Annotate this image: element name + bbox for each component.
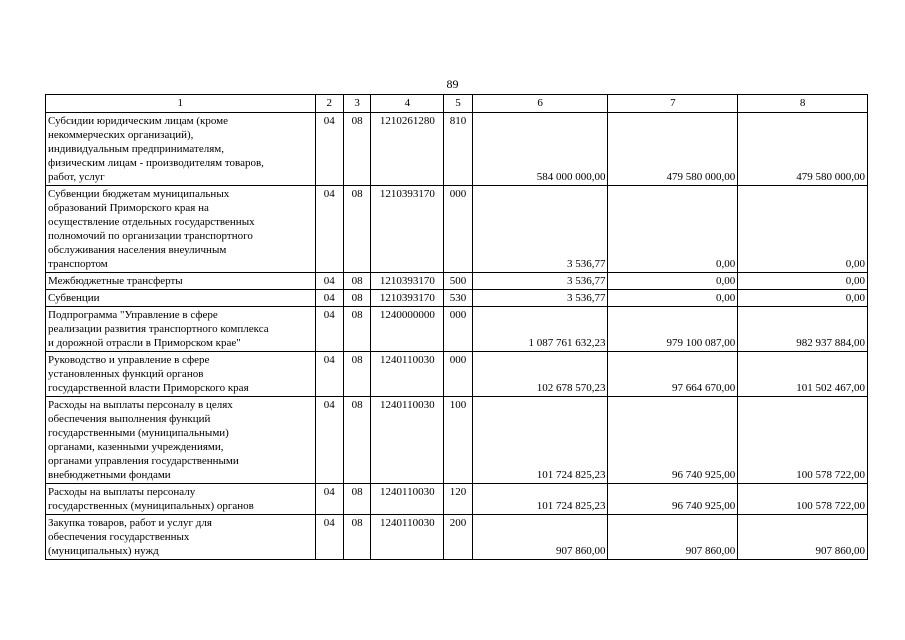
subsection-code: 08: [343, 290, 370, 307]
column-header: 4: [371, 95, 444, 113]
amount-col7: 0,00: [608, 186, 738, 273]
amount-col7: 0,00: [608, 290, 738, 307]
item-name: Субсидии юридическим лицам (кроме некоммерческих организаций), индивидуальным предпринимателям, физическим лицам - производителям товаров, работ, услуг: [46, 113, 316, 186]
amount-col7: 96 740 925,00: [608, 484, 738, 515]
amount-col8: 907 860,00: [738, 515, 868, 560]
amount-col6: 584 000 000,00: [472, 113, 608, 186]
subsection-code: 08: [343, 307, 370, 352]
item-name: Расходы на выплаты персоналу в целях обеспечения выполнения функций государственными (муниципальными) органами, казенными учреждениями, органами управления государственными внебюджетными фондами: [46, 397, 316, 484]
subsection-code: 08: [343, 186, 370, 273]
item-name: Закупка товаров, работ и услуг для обеспечения государственных (муниципальных) нужд: [46, 515, 316, 560]
target-article-code: 1210261280: [371, 113, 444, 186]
table-header-row: [46, 95, 868, 113]
section-code: 04: [315, 186, 343, 273]
target-article-code: 1210393170: [371, 290, 444, 307]
amount-col6: 102 678 570,23: [472, 352, 608, 397]
column-header: 6: [472, 95, 608, 113]
amount-col8: 100 578 722,00: [738, 484, 868, 515]
amount-col8: 100 578 722,00: [738, 397, 868, 484]
amount-col7: 96 740 925,00: [608, 397, 738, 484]
item-name: Субвенции бюджетам муниципальных образований Приморского края на осуществление отдельных государственных полномочий по организации транспортного обслуживания населения внеуличным транспортом: [46, 186, 316, 273]
expense-type-code: 000: [444, 186, 472, 273]
amount-col8: 0,00: [738, 273, 868, 290]
target-article-code: 1240110030: [371, 397, 444, 484]
section-code: 04: [315, 397, 343, 484]
amount-col6: 907 860,00: [472, 515, 608, 560]
amount-col7: 479 580 000,00: [608, 113, 738, 186]
column-header: 3: [343, 95, 370, 113]
section-code: 04: [315, 352, 343, 397]
table-row: [46, 352, 868, 397]
expense-type-code: 000: [444, 352, 472, 397]
amount-col7: 0,00: [608, 273, 738, 290]
item-name: Руководство и управление в сфере установленных функций органов государственной власти Приморского края: [46, 352, 316, 397]
table-row: [46, 273, 868, 290]
amount-col8: 479 580 000,00: [738, 113, 868, 186]
table-row: [46, 113, 868, 186]
section-code: 04: [315, 113, 343, 186]
amount-col8: 0,00: [738, 186, 868, 273]
expense-type-code: 810: [444, 113, 472, 186]
subsection-code: 08: [343, 515, 370, 560]
item-name: Расходы на выплаты персоналу государственных (муниципальных) органов: [46, 484, 316, 515]
expense-type-code: 200: [444, 515, 472, 560]
table-row: [46, 397, 868, 484]
target-article-code: 1240000000: [371, 307, 444, 352]
amount-col8: 101 502 467,00: [738, 352, 868, 397]
subsection-code: 08: [343, 113, 370, 186]
expense-type-code: 530: [444, 290, 472, 307]
subsection-code: 08: [343, 397, 370, 484]
section-code: 04: [315, 484, 343, 515]
target-article-code: 1240110030: [371, 352, 444, 397]
amount-col6: 1 087 761 632,23: [472, 307, 608, 352]
expense-type-code: 100: [444, 397, 472, 484]
amount-col7: 907 860,00: [608, 515, 738, 560]
section-code: 04: [315, 307, 343, 352]
subsection-code: 08: [343, 484, 370, 515]
expense-type-code: 000: [444, 307, 472, 352]
page-number: 89: [446, 77, 459, 91]
subsection-code: 08: [343, 352, 370, 397]
table-row: [46, 290, 868, 307]
item-name: Межбюджетные трансферты: [46, 273, 316, 290]
column-header: 8: [738, 95, 868, 113]
section-code: 04: [315, 515, 343, 560]
item-name: Субвенции: [46, 290, 316, 307]
section-code: 04: [315, 273, 343, 290]
budget-table: [45, 94, 868, 560]
column-header: 7: [608, 95, 738, 113]
expense-type-code: 500: [444, 273, 472, 290]
amount-col6: 3 536,77: [472, 186, 608, 273]
amount-col7: 979 100 087,00: [608, 307, 738, 352]
table-row: [46, 307, 868, 352]
amount-col6: 101 724 825,23: [472, 484, 608, 515]
target-article-code: 1210393170: [371, 186, 444, 273]
table-row: [46, 515, 868, 560]
amount-col6: 101 724 825,23: [472, 397, 608, 484]
column-header: 5: [444, 95, 472, 113]
section-code: 04: [315, 290, 343, 307]
amount-col8: 982 937 884,00: [738, 307, 868, 352]
amount-col7: 97 664 670,00: [608, 352, 738, 397]
table-row: [46, 484, 868, 515]
column-header: 2: [315, 95, 343, 113]
target-article-code: 1210393170: [371, 273, 444, 290]
item-name: Подпрограмма "Управление в сфере реализации развития транспортного комплекса и дорожной отрасли в Приморском крае": [46, 307, 316, 352]
target-article-code: 1240110030: [371, 484, 444, 515]
amount-col6: 3 536,77: [472, 290, 608, 307]
expense-type-code: 120: [444, 484, 472, 515]
amount-col6: 3 536,77: [472, 273, 608, 290]
amount-col8: 0,00: [738, 290, 868, 307]
column-header: 1: [46, 95, 316, 113]
table-row: [46, 186, 868, 273]
target-article-code: 1240110030: [371, 515, 444, 560]
subsection-code: 08: [343, 273, 370, 290]
